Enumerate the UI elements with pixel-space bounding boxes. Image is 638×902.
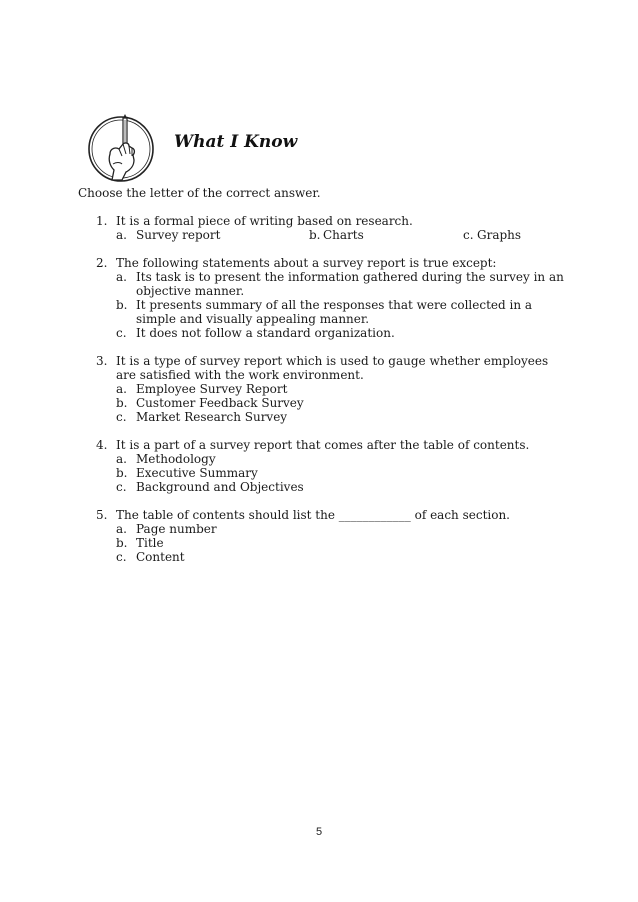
- question-4: [96, 438, 566, 494]
- instructions: Choose the letter of the correct answer.: [78, 186, 321, 200]
- option-c: c. Graphs: [463, 228, 522, 242]
- question-text: The table of contents should list the ____________ of each section.: [116, 508, 510, 522]
- option-b: b. Charts: [309, 228, 364, 242]
- question-text: It is a type of survey report which is used to gauge whether employees are satisfied with the work environment.: [116, 354, 549, 382]
- question-number: 5.: [96, 508, 108, 522]
- question-number: 2.: [96, 256, 108, 270]
- question-list: [96, 214, 566, 578]
- option-c: c. Background and Objectives: [116, 480, 304, 494]
- hand-holding-pencil-icon: [86, 114, 156, 184]
- question-text: The following statements about a survey report is true except:: [116, 256, 497, 270]
- question-number: 3.: [96, 354, 108, 368]
- option-a: a. Survey report: [116, 228, 221, 242]
- question-text: It is a formal piece of writing based on research.: [116, 214, 413, 228]
- option-b: b. It presents summary of all the responses that were collected in a simple and visually appealing manner.: [116, 298, 533, 326]
- option-a: a. Page number: [116, 522, 217, 536]
- option-b: b. Executive Summary: [116, 466, 258, 480]
- option-row: [116, 228, 566, 242]
- question-5: [96, 508, 566, 564]
- option-a: a. Methodology: [116, 452, 216, 466]
- question-text: It is a part of a survey report that comes after the table of contents.: [116, 438, 530, 452]
- option-c: c. Market Research Survey: [116, 410, 288, 424]
- question-1: [96, 214, 566, 242]
- option-c: c. Content: [116, 550, 185, 564]
- question-number: 1.: [96, 214, 108, 228]
- page-number: 5: [315, 826, 323, 838]
- option-a: a. Its task is to present the information gathered during the survey in an objective manner.: [116, 270, 564, 298]
- question-number: 4.: [96, 438, 108, 452]
- option-b: b. Title: [116, 536, 164, 550]
- question-3: [96, 354, 566, 424]
- section-title: What I Know: [174, 132, 298, 152]
- section-header: [86, 114, 386, 186]
- option-c: c. It does not follow a standard organization.: [116, 326, 395, 340]
- option-a: a. Employee Survey Report: [116, 382, 288, 396]
- option-b: b. Customer Feedback Survey: [116, 396, 304, 410]
- question-2: [96, 256, 566, 340]
